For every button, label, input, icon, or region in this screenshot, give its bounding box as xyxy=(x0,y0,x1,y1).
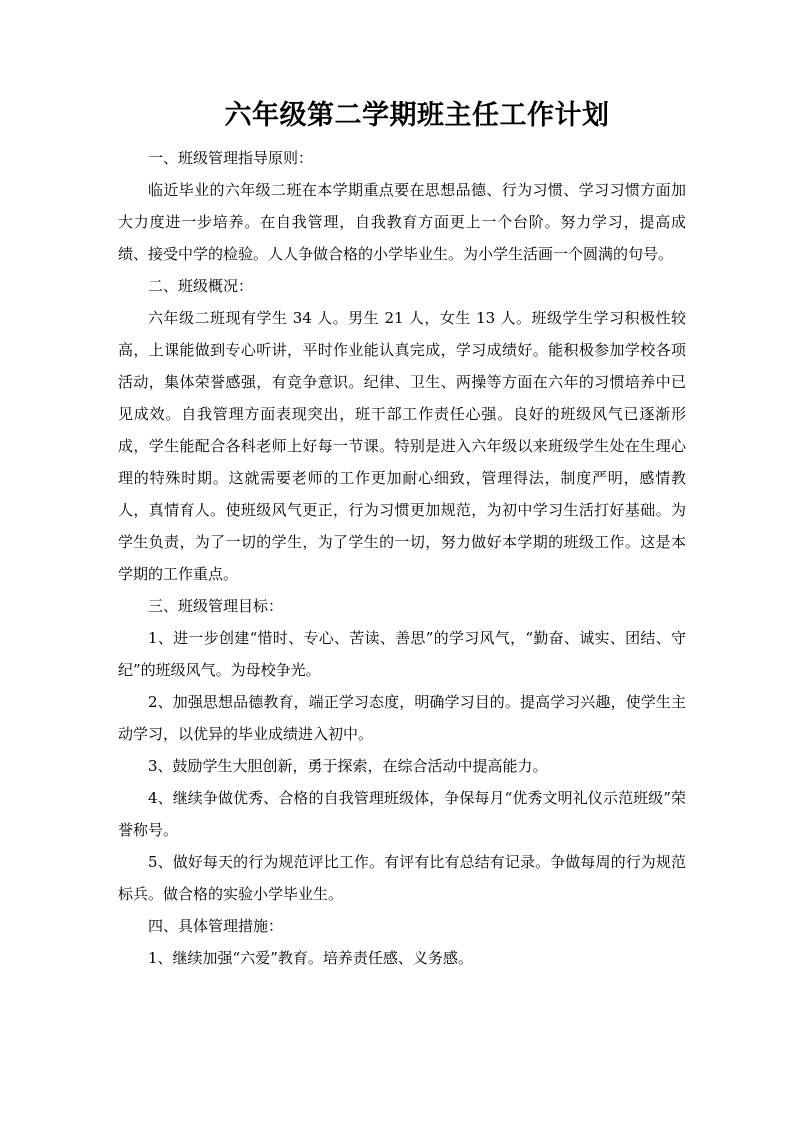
goal-item-3: 3、鼓励学生大胆创新，勇于探索，在综合活动中提高能力。 xyxy=(148,757,548,775)
section-heading-2: 二、班级概况： xyxy=(148,277,254,295)
section-heading-1: 一、班级管理指导原则： xyxy=(148,149,314,167)
measure-item-1: 1、继续加强“六爱”教育。培养责任感、义务感。 xyxy=(148,949,473,967)
paragraph-class-overview: 六年级二班现有学生 34 人。男生 21 人，女生 13 人。班级学生学习积极性较高，上课能做到专心听讲，平时作业能认真完成，学习成绩好。能积极参加学校各项活动，集体荣誉感强，有竞争意识。纪律、卫生、两操等方面在六年的习惯培养中已见成效。自我管理方面表现突出，班干部工作责任心强。良好的班级风气已逐渐形成，学生能配合各科老师上好每一节课。特别是进入六年级以来班级学生处在生理心理的特殊时期。这就需要老师的工作更加耐心细致，管理得法，制度严明，感情教人，真情育人。使班级风气更正，行为习惯更加规范，为初中学习生活打好基础。为学生负责，为了一切的学生，为了学生的一切，努力做好本学期的班级工作。这是本学期的工作重点。 xyxy=(118,309,686,583)
section-heading-4: 四、具体管理措施： xyxy=(148,917,284,935)
goal-item-2: 2、加强思想品德教育，端正学习态度，明确学习目的。提高学习兴趣，使学生主动学习，以优异的毕业成绩进入初中。 xyxy=(118,693,686,743)
document-title: 六年级第二学期班主任工作计划 xyxy=(224,100,610,131)
section-heading-3: 三、班级管理目标： xyxy=(148,597,284,615)
goal-item-4: 4、继续争做优秀、合格的自我管理班级体，争保每月“优秀文明礼仪示范班级”荣誉称号。 xyxy=(118,789,686,839)
goal-item-1: 1、进一步创建“惜时、专心、苦读、善思”的学习风气，“勤奋、诚实、团结、守纪”的班级风气。为母校争光。 xyxy=(118,629,686,679)
paragraph-principles: 临近毕业的六年级二班在本学期重点要在思想品德、行为习惯、学习习惯方面加大力度进一步培养。在自我管理，自我教育方面更上一个台阶。努力学习，提高成绩、接受中学的检验。人人争做合格的小学毕业生。为小学生活画一个圆满的句号。 xyxy=(118,181,686,263)
goal-item-5: 5、做好每天的行为规范评比工作。有评有比有总结有记录。争做每周的行为规范标兵。做合格的实验小学毕业生。 xyxy=(118,853,686,903)
document-body xyxy=(118,142,686,974)
